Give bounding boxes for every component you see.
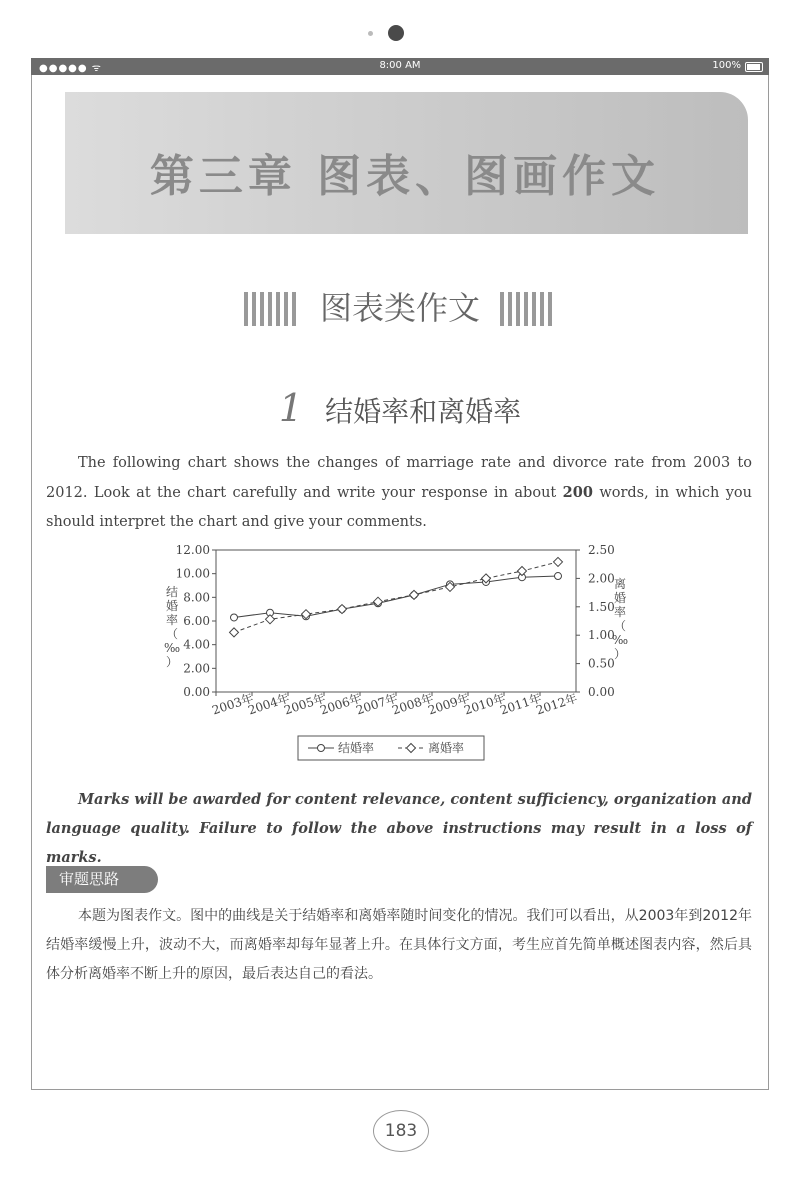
battery-icon	[745, 62, 763, 72]
y-axis-label-char: 婚	[165, 599, 179, 613]
data-point-divorce	[554, 557, 563, 566]
x-tick-label: 2003年	[210, 690, 256, 718]
x-tick-label: 2009年	[426, 690, 472, 718]
legend-label: 离婚率	[428, 741, 465, 755]
topic-heading	[0, 386, 800, 430]
y-axis-label-char: ‰	[163, 641, 181, 655]
y-axis-label-char: 结	[165, 585, 179, 599]
status-bar	[31, 58, 769, 75]
camera-icon	[388, 25, 404, 41]
page-number: 183	[373, 1110, 429, 1152]
battery-level: 100%	[712, 60, 741, 71]
status-time: 8:00 AM	[379, 60, 421, 71]
y2-axis-label-char: 离	[613, 577, 627, 591]
x-tick-label: 2006年	[318, 690, 364, 718]
y-tick-label: 10.00	[175, 566, 210, 581]
data-point-divorce	[266, 615, 275, 624]
y2-axis-label-char: 婚	[613, 591, 627, 605]
y-tick-label: 2.00	[183, 661, 210, 676]
rate-line-chart	[150, 536, 630, 766]
x-tick-label: 2010年	[462, 690, 508, 718]
topic-title: 结婚率和离婚率	[325, 395, 522, 428]
y2-tick-label: 1.50	[588, 599, 615, 614]
series-line-marriage	[234, 576, 558, 617]
x-tick-label: 2011年	[498, 690, 544, 718]
y2-tick-label: 1.00	[588, 628, 615, 643]
right-bars-decoration	[500, 292, 556, 328]
y2-tick-label: 0.50	[588, 656, 615, 671]
data-point-divorce	[410, 590, 419, 599]
y-axis-label-char: ）	[165, 655, 179, 669]
analysis-label: 审题思路	[46, 866, 158, 893]
data-point-divorce	[230, 628, 239, 637]
y2-axis-label-char: 率	[613, 605, 627, 619]
y-tick-label: 0.00	[183, 685, 210, 699]
x-tick-label: 2012年	[534, 690, 580, 718]
prompt-paragraph	[46, 449, 752, 537]
section-title: 图表类作文	[319, 289, 480, 327]
y-tick-label: 12.00	[175, 543, 210, 557]
word-count: 200	[562, 484, 593, 501]
x-tick-label: 2005年	[282, 690, 328, 718]
y2-axis-label-char: ）	[613, 647, 627, 661]
section-heading	[0, 283, 800, 329]
prompt-text-2: words, in which you should interpret the chart and give your comments.	[46, 485, 752, 530]
signal-icon: ●●●●● ᯤ	[39, 63, 102, 74]
y-axis-label-char: 率	[165, 613, 179, 627]
y2-axis-label-char: （	[613, 619, 627, 633]
sensor-dot	[368, 31, 373, 36]
instructions-paragraph: Marks will be awarded for content relevance, content sufficiency, organization and language quality. Failure to follow the above instructions may result in a loss of marks.	[46, 791, 752, 866]
legend-label: 结婚率	[338, 741, 375, 755]
x-tick-label: 2008年	[390, 690, 436, 718]
series-line-divorce	[234, 562, 558, 632]
y-tick-label: 4.00	[183, 637, 210, 652]
y2-tick-label: 2.50	[588, 543, 615, 557]
x-tick-label: 2004年	[246, 690, 292, 718]
data-point-divorce	[518, 567, 527, 576]
analysis-paragraph: 本题为图表作文。图中的曲线是关于结婚率和离婚率随时间变化的情况。我们可以看出，从2003年到2012年结婚率缓慢上升，波动不大，而离婚率却每年显著上升。在具体行文方面，考生应首先简单概述图表内容，然后具体分析离婚率不断上升的原因，最后表达自己的看法。	[46, 908, 752, 982]
chapter-title: 第三章 图表、图画作文	[149, 151, 661, 202]
data-point-marriage	[231, 614, 238, 621]
y2-axis-label-char: ‰	[611, 633, 629, 647]
data-point-marriage	[555, 573, 562, 580]
y2-tick-label: 2.00	[588, 571, 615, 586]
y-tick-label: 8.00	[183, 590, 210, 605]
y-axis-label-char: （	[165, 627, 179, 641]
topic-number: 1	[278, 386, 304, 430]
left-bars-decoration	[244, 292, 300, 328]
data-point-divorce	[338, 605, 347, 614]
y-tick-label: 6.00	[183, 614, 210, 628]
prompt-text-1: The following chart shows the changes of marriage rate and divorce rate from 2003 to 2012. Look at the chart carefully and write your response in about	[46, 455, 752, 501]
legend-marker-circle	[318, 745, 325, 752]
x-tick-label: 2007年	[354, 690, 400, 718]
y2-tick-label: 0.00	[588, 685, 615, 699]
